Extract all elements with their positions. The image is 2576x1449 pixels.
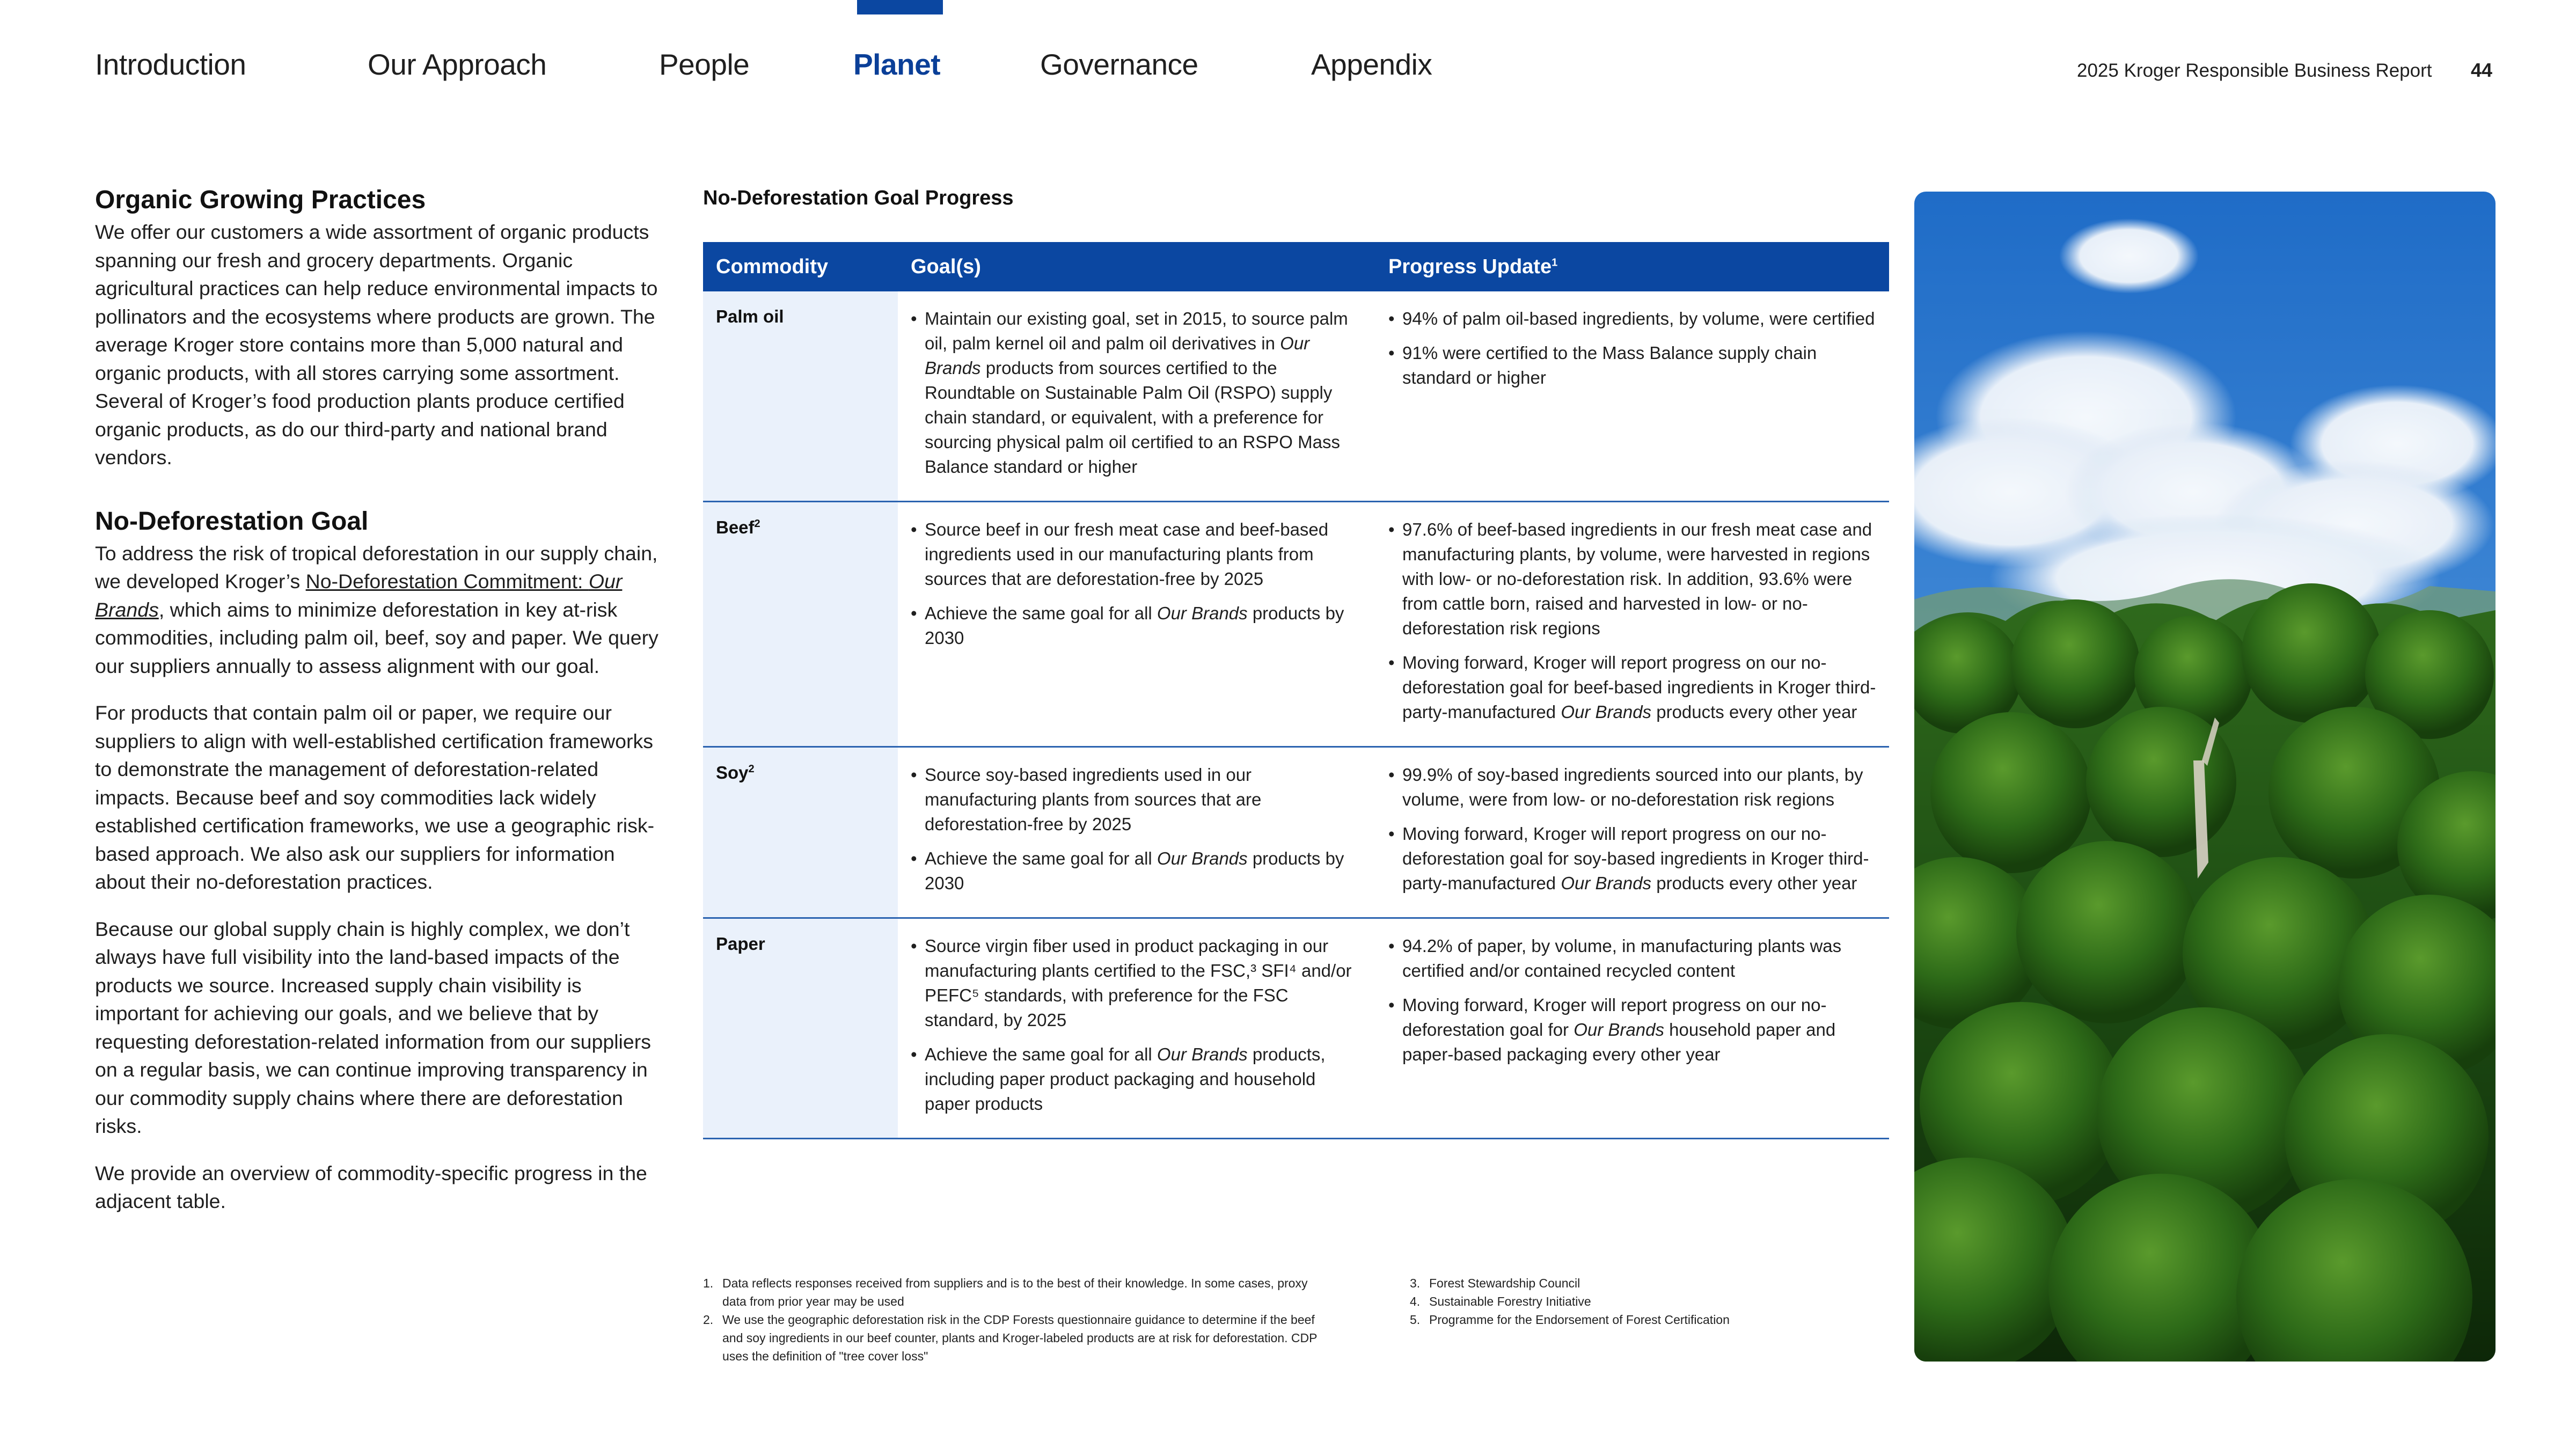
bullet-item: • Moving forward, Kroger will report progress on our no-deforestation goal for Our Brands household paper and paper-based packaging every other year [1388,993,1876,1067]
goals-cell [898,502,1375,747]
commodity-cell: Beef$^2$ [703,502,898,747]
left-text-column [95,182,669,1234]
nav-appendix[interactable]: Appendix [1311,48,1432,81]
footnote: 1. Data reflects responses received from suppliers and is to the best of their knowledge. In some cases, proxy data from prior year may be used [703,1276,1308,1308]
page-number: 44 [2471,59,2493,81]
bullet-item: • Maintain our existing goal, set in 2015, to source palm oil, palm kernel oil and palm oil derivatives in Our Brands products from sources certified to the Roundtable on Sustainable Palm Oil (RSPO) supply chain standard, or equivalent, with a preference for sourcing physical palm oil certified to an RSPO Mass Balance standard or higher [911,306,1363,479]
goal-progress-table [703,242,1889,1139]
top-navigation [0,0,2576,107]
table-row-beef [703,502,1889,747]
goals-cell [898,747,1375,918]
deforestation-heading: No-Deforestation Goal [95,507,369,536]
commodity-cell: Soy$^2$ [703,747,898,918]
bullet-item: • Moving forward, Kroger will report progress on our no-deforestation goal for soy-based ingredients in Kroger third-party-manufactured Our Brands products every other year [1388,822,1876,896]
bullet-item: • Moving forward, Kroger will report progress on our no-deforestation goal for beef-based ingredients in Kroger third-party-manufactured Our Brands products every other year [1388,650,1876,724]
bullet-item: • Achieve the same goal for all Our Brands products by 2030 [911,846,1363,896]
table-row-paper [703,918,1889,1139]
no-deforestation-commitment-link[interactable]: No-Deforestation Commitment: Our Brands [95,570,623,621]
progress-cell [1375,747,1889,918]
report-title: 2025 Kroger Responsible Business Report [2077,60,2432,81]
footnote: 2. We use the geographic deforestation risk in the CDP Forests questionnaire guidance to determine if the beef and soy ingredients in our beef counter, plants and Kroger-labeled products are at risk for deforestation. CDP uses the definition of "tree cover loss" [703,1313,1318,1363]
goals-cell [898,291,1375,502]
bullet-item: • 91% were certified to the Mass Balance supply chain standard or higher [1388,341,1876,390]
bullet-item: • 94.2% of paper, by volume, in manufacturing plants was certified and/or contained recycled content [1388,934,1876,983]
bullet-item: • Achieve the same goal for all Our Brands products, including paper product packaging and household paper products [911,1042,1363,1116]
commodity-cell: Palm oil [703,291,898,502]
tree-crowns [1914,583,2496,1362]
footnotes-left [703,1274,1320,1365]
footnote: 5. Programme for the Endorsement of Forest Certification [1410,1313,1730,1327]
footnotes-right [1410,1274,1893,1329]
active-section-marker [857,0,943,14]
bullet-item: • 94% of palm oil-based ingredients, by volume, were certified [1388,306,1876,331]
progress-cell [1375,918,1889,1139]
rainforest-canopy-photo [1914,192,2496,1362]
bullet-item: • 99.9% of soy-based ingredients sourced into our plants, by volume, were from low- or no-deforestation risk regions [1388,763,1876,812]
deforestation-paragraph-2: For products that contain palm oil or paper, we require our suppliers to align with well-established certification frameworks to demonstrate the management of deforestation-related impacts. Because beef and soy commodities lack widely established certification frameworks, we use a geographic risk-based approach. We also ask our suppliers for information about their no-deforestation practices. [95,701,655,893]
deforestation-paragraph-4: We provide an overview of commodity-specific progress in the adjacent table. [95,1161,647,1212]
table-row-soy [703,747,1889,918]
bullet-item: • Achieve the same goal for all Our Brands products by 2030 [911,601,1363,650]
header-goals: Goal(s) [898,242,1375,291]
goals-cell [898,918,1375,1139]
nav-people[interactable]: People [659,48,750,81]
progress-cell [1375,291,1889,502]
bullet-item: • Source soy-based ingredients used in our manufacturing plants from sources that are deforestation-free by 2025 [911,763,1363,837]
bullet-item: • Source beef in our fresh meat case and beef-based ingredients used in our manufacturing plants from sources that are deforestation-free by 2025 [911,517,1363,591]
deforestation-paragraph-1: To address the risk of tropical deforestation in our supply chain, we developed Kroger’s No-Deforestation Commitment: Our Brands, which aims to minimize deforestation in key at-risk commodities, including palm oil, beef, soy and paper. We query our suppliers annually to assess alignment with our goal. [95,541,658,677]
table-caption: No-Deforestation Goal Progress [703,187,1014,209]
header-commodity: Commodity [703,242,898,291]
deforestation-paragraph-3: Because our global supply chain is highly complex, we don’t always have full visibility into the land-based impacts of the products we source. Increased supply chain visibility is important for achieving our goals, and we believe that by requesting deforestation-related information from our suppliers on a regular basis, we can continue improving transparency in our commodity supply chains where there are deforestation risks. [95,917,651,1137]
progress-cell [1375,502,1889,747]
bullet-item: • Source virgin fiber used in product packaging in our manufacturing plants certified to the FSC,³ SFI⁴ and/or PEFC⁵ standards, with preference for the FSC standard, by 2025 [911,934,1363,1033]
nav-governance[interactable]: Governance [1040,48,1198,81]
organic-paragraph: We offer our customers a wide assortment of organic products spanning our fresh and grocery departments. Organic agricultural practices can help reduce environmental impacts to pollinators and the ecosystems where products are grown. The average Kroger store contains more than 5,000 natural and organic products, with all stores carrying some assortment. Several of Kroger’s food production plants produce certified organic products, as do our third-party and national brand vendors. [95,221,658,469]
nav-introduction[interactable]: Introduction [95,48,246,81]
organic-heading: Organic Growing Practices [95,186,426,214]
bullet-item: • 97.6% of beef-based ingredients in our fresh meat case and manufacturing plants, by volume, were harvested in regions with low- or no-deforestation risk. In addition, 93.6% were from cattle born, raised and harvested in low- or no-deforestation risk regions [1388,517,1876,641]
footnote: 3. Forest Stewardship Council [1410,1276,1580,1290]
nav-planet[interactable]: Planet [853,48,941,81]
footnote: 4. Sustainable Forestry Initiative [1410,1294,1591,1308]
header-progress: Progress Update$^1$ [1375,242,1889,291]
nav-our-approach[interactable]: Our Approach [368,48,547,81]
commodity-cell: Paper [703,918,898,1139]
table-header-row [703,242,1889,291]
table-row-palm-oil [703,291,1889,502]
